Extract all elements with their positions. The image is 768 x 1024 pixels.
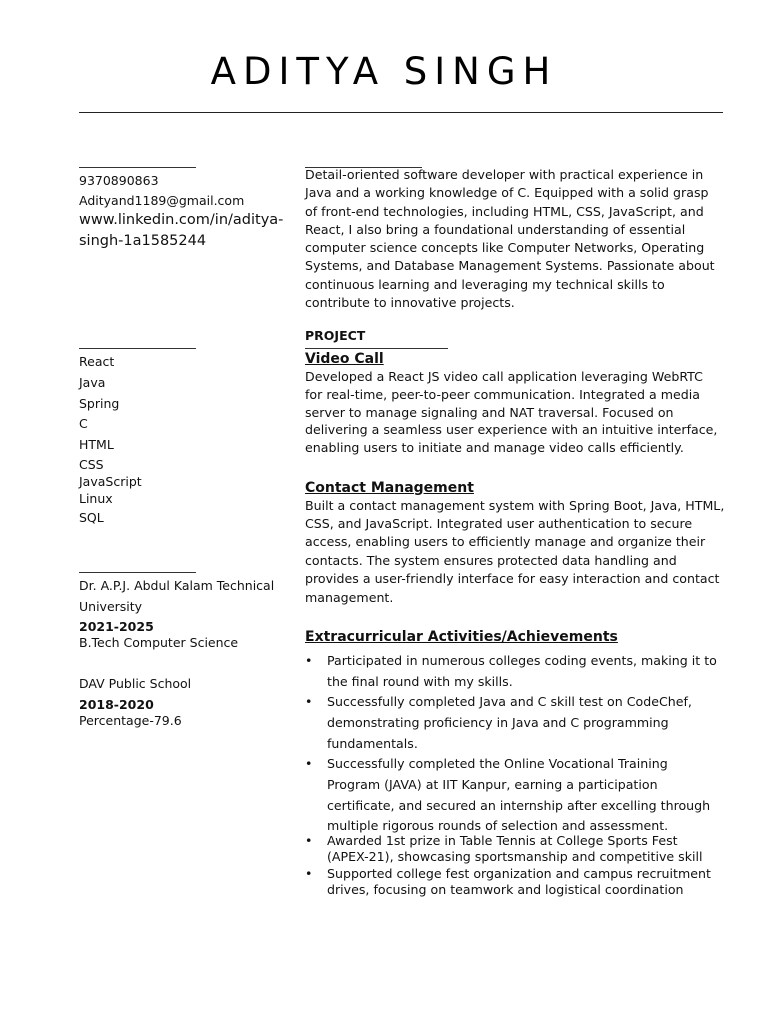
achievement-line: multiple rigorous rounds of selection and assessment. — [327, 818, 669, 834]
bullet-icon: • — [305, 653, 313, 668]
summary-paragraph — [305, 166, 729, 312]
summary-line: computer science concepts like Computer Networks, Operating — [305, 240, 705, 256]
achievement-line: Supported college fest organization and campus recruitment — [327, 866, 711, 881]
header-divider — [79, 112, 723, 113]
project-line: contacts. The system ensures protected data handling and — [305, 552, 677, 568]
project-line: management. — [305, 590, 394, 606]
project-title: Video Call — [305, 351, 384, 367]
bullet-icon: • — [305, 866, 313, 881]
project-description — [305, 368, 729, 457]
skill-item: C — [79, 416, 88, 431]
list-item — [305, 651, 729, 693]
achievement-line: fundamentals. — [327, 735, 418, 751]
achievement-line: Program (JAVA) at IIT Kanpur, earning a participation — [327, 776, 658, 792]
project-line: Built a contact management system with Spring Boot, Java, HTML, — [305, 498, 725, 513]
list-item — [305, 833, 729, 866]
summary-line: React, I also bring a foundational understanding of essential — [305, 221, 686, 237]
project-line: provides a user-friendly interface for easy interaction and contact — [305, 570, 720, 586]
skill-item: Linux — [79, 491, 113, 506]
project-line: CSS, and JavaScript. Integrated user authentication to secure — [305, 516, 693, 532]
project-line: enabling users to initiate and manage video calls efficiently. — [305, 440, 684, 456]
skill-item: JavaScript — [79, 474, 142, 489]
achievement-line: the final round with my skills. — [327, 673, 513, 689]
achievement-line: demonstrating proficiency in Java and C programming — [327, 714, 669, 730]
project-line: delivering a seamless user experience with an intuitive interface, — [305, 422, 718, 438]
list-item — [305, 866, 729, 899]
education-degree: B.Tech Computer Science — [79, 635, 239, 650]
achievement-line: certificate, and secured an internship after excelling through — [327, 797, 711, 813]
email-address[interactable]: Adityand1189@gmail.com — [79, 193, 245, 208]
education-detail: Percentage-79.6 — [79, 713, 182, 728]
education-school: DAV Public School — [79, 676, 192, 691]
bullet-icon: • — [305, 833, 313, 848]
education-school: Dr. A.P.J. Abdul Kalam Technical — [79, 578, 275, 593]
contact-rule — [79, 167, 196, 168]
project-heading: PROJECT — [305, 328, 366, 343]
list-item — [305, 754, 729, 837]
extracurricular-heading: Extracurricular Activities/Achievements — [305, 629, 618, 645]
skill-item: React — [79, 354, 115, 369]
achievement-line: (APEX-21), showcasing sportsmanship and competitive skill — [327, 849, 703, 865]
project-line: access, enabling users to efficiently manage and organize their — [305, 534, 706, 550]
linkedin-url-line2[interactable]: singh-1a1585244 — [79, 233, 207, 249]
summary-line: continuous learning and leveraging my technical skills to — [305, 276, 665, 292]
project-line: server to manage signaling and NAT traversal. Focused on — [305, 404, 674, 420]
education-years: 2021-2025 — [79, 619, 154, 634]
achievement-line: Participated in numerous colleges coding events, making it to — [327, 653, 717, 668]
achievement-line: drives, focusing on teamwork and logistical coordination — [327, 882, 684, 898]
bullet-icon: • — [305, 756, 313, 771]
skill-item: HTML — [79, 437, 114, 452]
linkedin-url-line1[interactable]: www.linkedin.com/in/aditya- — [79, 212, 284, 228]
achievement-line: Successfully completed the Online Vocational Training — [327, 756, 668, 771]
skill-item: Java — [79, 375, 106, 390]
summary-line: Java and a working knowledge of C. Equipped with a solid grasp — [305, 185, 709, 201]
achievement-line: Successfully completed Java and C skill test on CodeChef, — [327, 694, 692, 709]
project-title: Contact Management — [305, 480, 474, 496]
education-years: 2018-2020 — [79, 697, 154, 712]
summary-line: Systems, and Database Management Systems. Passionate about — [305, 258, 715, 274]
achievement-line: Awarded 1st prize in Table Tennis at College Sports Fest — [327, 833, 678, 848]
list-item — [305, 692, 729, 754]
skill-item: Spring — [79, 396, 120, 411]
skill-item: SQL — [79, 510, 104, 525]
project-line: for real-time, peer-to-peer communication. Integrated a media — [305, 386, 700, 402]
summary-line: contribute to innovative projects. — [305, 295, 515, 311]
summary-line: of front-end technologies, including HTML, CSS, JavaScript, and — [305, 203, 704, 219]
project-description — [305, 497, 729, 607]
education-school: University — [79, 599, 143, 614]
resume-name: ADITYA SINGH — [210, 50, 558, 93]
project-line: Developed a React JS video call application leveraging WebRTC — [305, 369, 703, 384]
skill-item: CSS — [79, 457, 104, 472]
phone-number: 9370890863 — [79, 173, 159, 188]
bullet-icon: • — [305, 694, 313, 709]
skills-rule — [79, 348, 196, 349]
summary-line: Detail-oriented software developer with practical experience in — [305, 167, 704, 182]
education-rule — [79, 572, 196, 573]
project-rule — [305, 348, 448, 349]
